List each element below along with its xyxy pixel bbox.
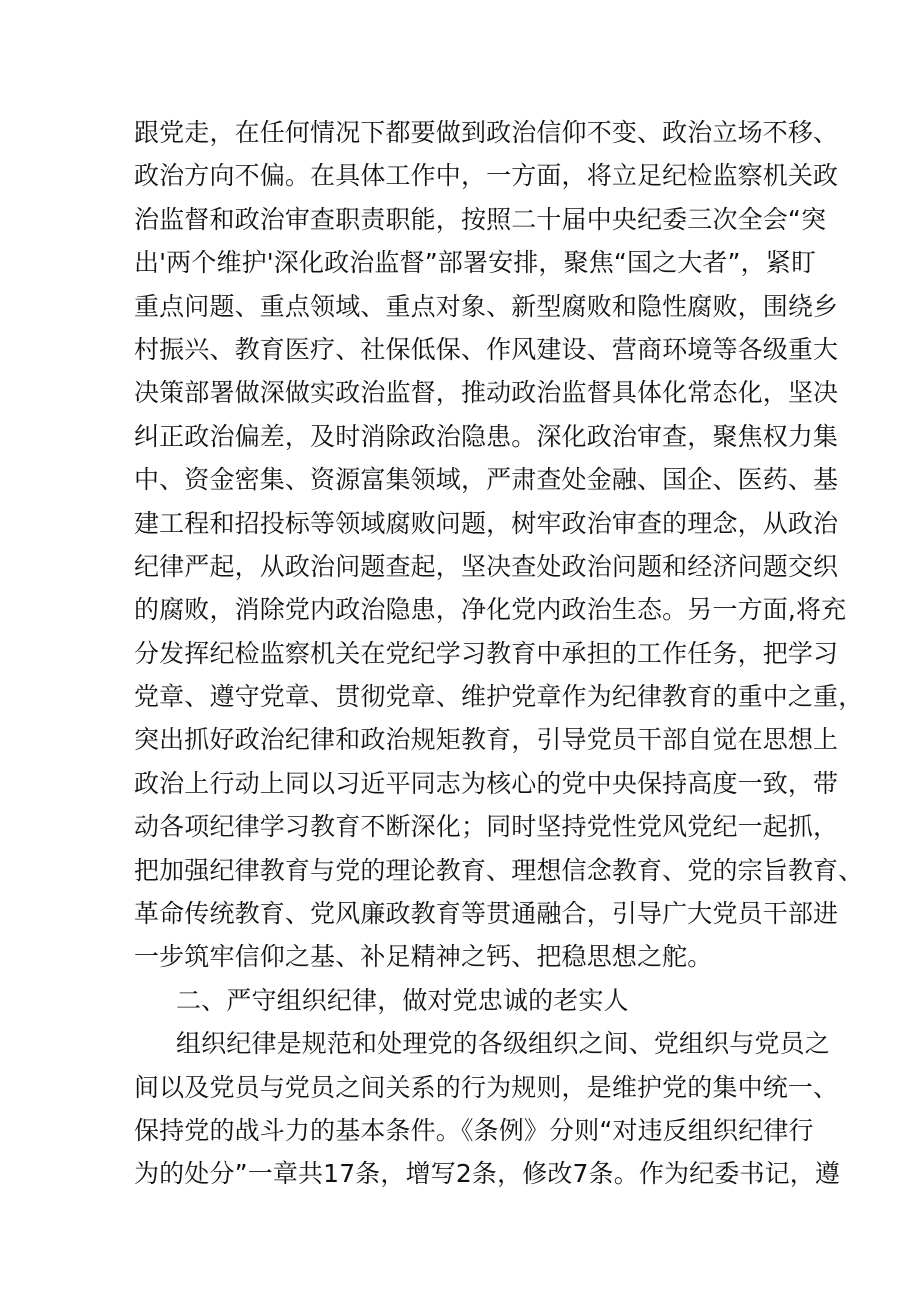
text-line: 纪律严起，从政治问题查起，坚决查处政治问题和经济问题交织 xyxy=(134,551,839,581)
text-line: 突出抓好政治纪律和政治规矩教育，引导党员干部自觉在思想上 xyxy=(134,725,839,755)
text-line: 决策部署做深做实政治监督，推动政治监督具体化常态化，坚决 xyxy=(134,378,839,408)
text-line: 保持党的战斗力的基本条件。《条例》分则“对违反组织纪律行 xyxy=(134,1115,814,1145)
paragraph-first-line: 组织纪律是规范和处理党的各级组织之间、党组织与党员之 xyxy=(176,1029,830,1059)
body-text xyxy=(134,111,864,1196)
text-line: 跟党走，在任何情况下都要做到政治信仰不变、政治立场不移、 xyxy=(134,118,839,147)
text-line: 革命传统教育、党风廉政教育等贯通融合，引导广大党员干部进 xyxy=(134,899,839,929)
text-line: 的腐败，消除党内政治隐患，净化党内政治生态。另一方面,将充 xyxy=(134,595,847,625)
text-line: 分发挥纪检监察机关在党纪学习教育中承担的工作任务，把学习 xyxy=(134,638,839,668)
text-line: 重点问题、重点领域、重点对象、新型腐败和隐性腐败，围绕乡 xyxy=(134,291,839,321)
text-line: 治监督和政治审查职责职能，按照二十届中央纪委三次全会“突 xyxy=(134,204,827,234)
text-line: 村振兴、教育医疗、社保低保、作风建设、营商环境等各级重大 xyxy=(134,334,839,364)
section-heading: 二、严守组织纪律，做对党忠诚的老实人 xyxy=(176,985,629,1015)
text-line: 动各项纪律学习教育不断深化；同时坚持党性党风党纪一起抓， xyxy=(134,812,839,842)
text-line: 出'两个维护'深化政治监督”部署安排，聚焦“国之大者”，紧盯 xyxy=(134,248,817,278)
text-line: 纠正政治偏差，及时消除政治隐患。深化政治审查，聚焦权力集 xyxy=(134,421,839,451)
text-line: 政治方向不偏。在具体工作中，一方面，将立足纪检监察机关政 xyxy=(134,161,839,191)
text-line: 党章、遵守党章、贯彻党章、维护党章作为纪律教育的重中之重， xyxy=(134,682,864,712)
text-line: 为的处分”一章共17条，增写2条，修改7条。作为纪委书记，遵 xyxy=(134,1159,841,1189)
text-line: 政治上行动上同以习近平同志为核心的党中央保持高度一致，带 xyxy=(134,768,839,798)
text-line: 建工程和招投标等领域腐败问题，树牢政治审查的理念，从政治 xyxy=(134,508,839,538)
text-line: 把加强纪律教育与党的理论教育、理想信念教育、党的宗旨教育、 xyxy=(134,855,864,885)
text-line: 间以及党员与党员之间关系的行为规则，是维护党的集中统一、 xyxy=(134,1072,839,1102)
text-line: 中、资金密集、资源富集领域，严肃查处金融、国企、医药、基 xyxy=(134,465,839,495)
text-line: 一步筑牢信仰之基、补足精神之钙、把稳思想之舵。 xyxy=(134,942,713,972)
